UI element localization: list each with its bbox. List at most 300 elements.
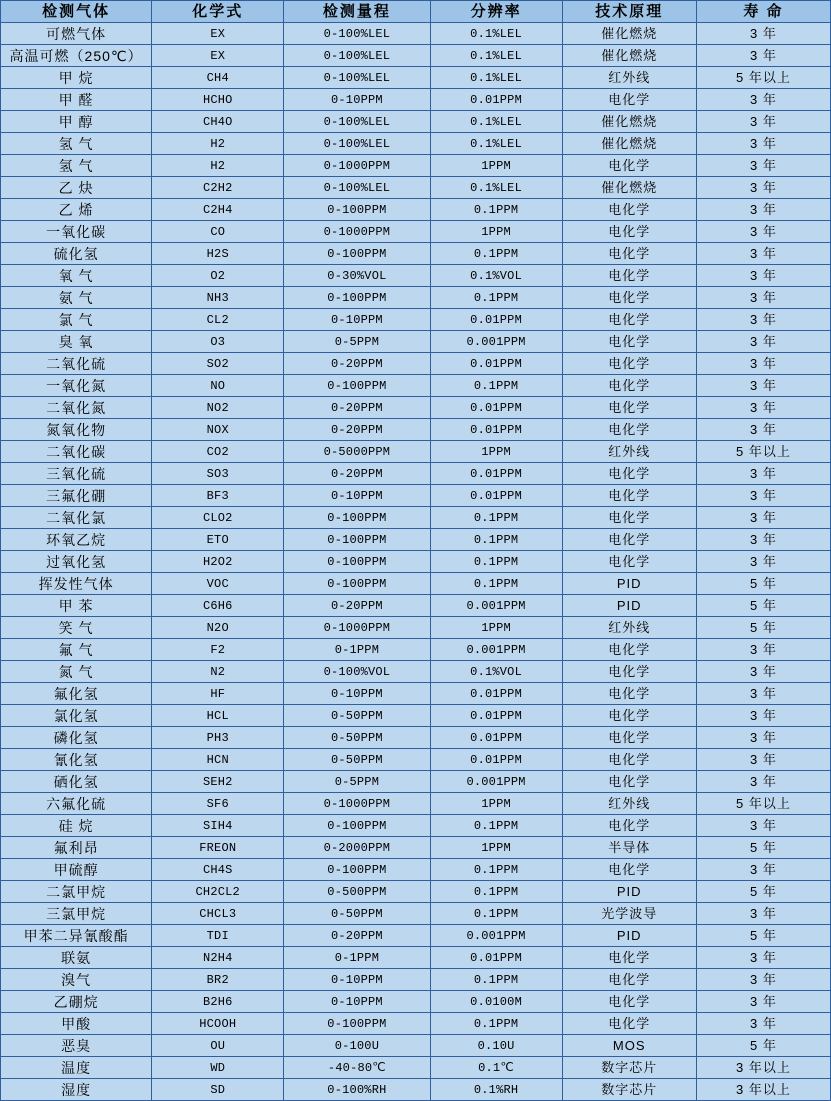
cell-detection-range: 0-1000PPM	[284, 221, 430, 243]
cell-resolution: 0.1PPM	[430, 529, 562, 551]
cell-detection-range: 0-50PPM	[284, 903, 430, 925]
cell-chemical-formula: O2	[152, 265, 284, 287]
cell-detection-range: 0-100PPM	[284, 815, 430, 837]
cell-technology: 催化燃烧	[562, 133, 696, 155]
table-row	[1, 353, 831, 375]
cell-resolution: 0.1PPM	[430, 243, 562, 265]
cell-chemical-formula: SEH2	[152, 771, 284, 793]
cell-lifetime: 3 年	[696, 309, 830, 331]
table-row	[1, 661, 831, 683]
cell-resolution: 1PPM	[430, 793, 562, 815]
cell-resolution: 0.1%LEL	[430, 111, 562, 133]
cell-gas-name: 湿度	[1, 1079, 152, 1101]
cell-detection-range: 0-100PPM	[284, 243, 430, 265]
cell-chemical-formula: BF3	[152, 485, 284, 507]
cell-resolution: 0.01PPM	[430, 727, 562, 749]
cell-detection-range: 0-2000PPM	[284, 837, 430, 859]
cell-resolution: 0.01PPM	[430, 353, 562, 375]
cell-chemical-formula: NO	[152, 375, 284, 397]
cell-resolution: 0.1PPM	[430, 551, 562, 573]
table-body	[1, 23, 831, 1101]
cell-chemical-formula: CH4S	[152, 859, 284, 881]
cell-lifetime: 3 年	[696, 661, 830, 683]
cell-resolution: 0.1℃	[430, 1057, 562, 1079]
cell-lifetime: 5 年	[696, 595, 830, 617]
cell-resolution: 0.1%LEL	[430, 23, 562, 45]
cell-detection-range: 0-5PPM	[284, 771, 430, 793]
table-row	[1, 969, 831, 991]
cell-resolution: 0.1PPM	[430, 507, 562, 529]
cell-detection-range: 0-100U	[284, 1035, 430, 1057]
cell-lifetime: 3 年	[696, 23, 830, 45]
cell-chemical-formula: EX	[152, 45, 284, 67]
cell-chemical-formula: CO	[152, 221, 284, 243]
cell-gas-name: 恶臭	[1, 1035, 152, 1057]
cell-chemical-formula: C2H2	[152, 177, 284, 199]
cell-resolution: 0.1%LEL	[430, 133, 562, 155]
cell-detection-range: 0-500PPM	[284, 881, 430, 903]
cell-detection-range: 0-20PPM	[284, 419, 430, 441]
cell-technology: 红外线	[562, 617, 696, 639]
cell-lifetime: 5 年以上	[696, 793, 830, 815]
cell-chemical-formula: BR2	[152, 969, 284, 991]
cell-chemical-formula: N2	[152, 661, 284, 683]
cell-detection-range: 0-20PPM	[284, 397, 430, 419]
cell-detection-range: 0-100PPM	[284, 859, 430, 881]
cell-resolution: 0.1%VOL	[430, 265, 562, 287]
table-row	[1, 331, 831, 353]
cell-technology: 电化学	[562, 89, 696, 111]
cell-resolution: 0.001PPM	[430, 595, 562, 617]
cell-technology: 电化学	[562, 507, 696, 529]
cell-detection-range: 0-100PPM	[284, 199, 430, 221]
column-header-detection-range: 检测量程	[284, 1, 430, 23]
cell-lifetime: 5 年以上	[696, 67, 830, 89]
cell-lifetime: 5 年	[696, 573, 830, 595]
cell-technology: 电化学	[562, 243, 696, 265]
cell-technology: 电化学	[562, 639, 696, 661]
cell-lifetime: 3 年	[696, 749, 830, 771]
cell-technology: 电化学	[562, 331, 696, 353]
table-row	[1, 309, 831, 331]
cell-chemical-formula: WD	[152, 1057, 284, 1079]
table-row	[1, 771, 831, 793]
cell-chemical-formula: HCN	[152, 749, 284, 771]
table-row	[1, 639, 831, 661]
cell-technology: 电化学	[562, 287, 696, 309]
cell-resolution: 0.01PPM	[430, 419, 562, 441]
cell-lifetime: 5 年	[696, 881, 830, 903]
cell-gas-name: 硒化氢	[1, 771, 152, 793]
table-row	[1, 199, 831, 221]
cell-lifetime: 3 年	[696, 485, 830, 507]
cell-technology: 红外线	[562, 441, 696, 463]
cell-gas-name: 臭 氧	[1, 331, 152, 353]
cell-resolution: 0.01PPM	[430, 749, 562, 771]
cell-resolution: 0.01PPM	[430, 309, 562, 331]
cell-gas-name: 过氧化氢	[1, 551, 152, 573]
cell-technology: 电化学	[562, 375, 696, 397]
table-row	[1, 837, 831, 859]
cell-gas-name: 氢 气	[1, 133, 152, 155]
cell-technology: 电化学	[562, 199, 696, 221]
cell-resolution: 1PPM	[430, 441, 562, 463]
table-row	[1, 111, 831, 133]
cell-detection-range: 0-1000PPM	[284, 617, 430, 639]
cell-lifetime: 3 年	[696, 397, 830, 419]
table-row	[1, 573, 831, 595]
cell-chemical-formula: CH4	[152, 67, 284, 89]
cell-chemical-formula: SO3	[152, 463, 284, 485]
cell-gas-name: 甲硫醇	[1, 859, 152, 881]
cell-resolution: 0.01PPM	[430, 683, 562, 705]
cell-gas-name: 磷化氢	[1, 727, 152, 749]
table-row	[1, 881, 831, 903]
column-header-chemical-formula: 化学式	[152, 1, 284, 23]
table-row	[1, 1057, 831, 1079]
cell-gas-name: 乙硼烷	[1, 991, 152, 1013]
cell-resolution: 0.1%LEL	[430, 67, 562, 89]
cell-detection-range: 0-1000PPM	[284, 155, 430, 177]
cell-gas-name: 甲苯二异氰酸酯	[1, 925, 152, 947]
table-row	[1, 551, 831, 573]
cell-chemical-formula: B2H6	[152, 991, 284, 1013]
cell-gas-name: 一氧化碳	[1, 221, 152, 243]
cell-lifetime: 3 年	[696, 419, 830, 441]
cell-resolution: 0.1PPM	[430, 287, 562, 309]
cell-gas-name: 二氧化硫	[1, 353, 152, 375]
cell-resolution: 1PPM	[430, 617, 562, 639]
cell-chemical-formula: CLO2	[152, 507, 284, 529]
cell-resolution: 0.1PPM	[430, 881, 562, 903]
cell-lifetime: 3 年	[696, 683, 830, 705]
cell-technology: 红外线	[562, 793, 696, 815]
cell-chemical-formula: ETO	[152, 529, 284, 551]
cell-detection-range: 0-100PPM	[284, 287, 430, 309]
cell-chemical-formula: SIH4	[152, 815, 284, 837]
cell-gas-name: 硅 烷	[1, 815, 152, 837]
cell-gas-name: 二氯甲烷	[1, 881, 152, 903]
cell-chemical-formula: CH4O	[152, 111, 284, 133]
cell-resolution: 0.1PPM	[430, 969, 562, 991]
cell-chemical-formula: FREON	[152, 837, 284, 859]
cell-chemical-formula: O3	[152, 331, 284, 353]
cell-resolution: 0.0100M	[430, 991, 562, 1013]
cell-lifetime: 5 年以上	[696, 441, 830, 463]
cell-lifetime: 3 年	[696, 375, 830, 397]
cell-gas-name: 乙 炔	[1, 177, 152, 199]
cell-lifetime: 3 年	[696, 771, 830, 793]
cell-resolution: 0.1%LEL	[430, 177, 562, 199]
cell-resolution: 0.1PPM	[430, 375, 562, 397]
cell-chemical-formula: VOC	[152, 573, 284, 595]
cell-detection-range: 0-10PPM	[284, 683, 430, 705]
cell-detection-range: -40-80℃	[284, 1057, 430, 1079]
cell-chemical-formula: H2O2	[152, 551, 284, 573]
cell-detection-range: 0-100%LEL	[284, 45, 430, 67]
cell-lifetime: 3 年	[696, 639, 830, 661]
cell-detection-range: 0-100%LEL	[284, 177, 430, 199]
cell-gas-name: 温度	[1, 1057, 152, 1079]
cell-detection-range: 0-100%LEL	[284, 67, 430, 89]
cell-resolution: 0.01PPM	[430, 397, 562, 419]
table-row	[1, 265, 831, 287]
cell-lifetime: 3 年	[696, 45, 830, 67]
table-row	[1, 859, 831, 881]
column-header-resolution: 分辨率	[430, 1, 562, 23]
cell-detection-range: 0-5000PPM	[284, 441, 430, 463]
table-row	[1, 375, 831, 397]
table-row	[1, 793, 831, 815]
cell-lifetime: 3 年以上	[696, 1079, 830, 1101]
cell-technology: 电化学	[562, 309, 696, 331]
cell-lifetime: 3 年	[696, 815, 830, 837]
cell-gas-name: 氰化氢	[1, 749, 152, 771]
cell-detection-range: 0-1PPM	[284, 947, 430, 969]
cell-lifetime: 3 年	[696, 903, 830, 925]
cell-gas-name: 三氧化硫	[1, 463, 152, 485]
cell-detection-range: 0-10PPM	[284, 89, 430, 111]
cell-lifetime: 3 年	[696, 463, 830, 485]
cell-detection-range: 0-100PPM	[284, 573, 430, 595]
cell-gas-name: 氟利昂	[1, 837, 152, 859]
cell-lifetime: 3 年以上	[696, 1057, 830, 1079]
cell-lifetime: 3 年	[696, 705, 830, 727]
table-row	[1, 991, 831, 1013]
cell-detection-range: 0-100PPM	[284, 1013, 430, 1035]
cell-detection-range: 0-10PPM	[284, 969, 430, 991]
table-row	[1, 45, 831, 67]
cell-gas-name: 氧 气	[1, 265, 152, 287]
cell-detection-range: 0-50PPM	[284, 705, 430, 727]
cell-gas-name: 硫化氢	[1, 243, 152, 265]
cell-technology: 数字芯片	[562, 1057, 696, 1079]
table-row	[1, 463, 831, 485]
cell-technology: 电化学	[562, 705, 696, 727]
table-row	[1, 133, 831, 155]
cell-gas-name: 溴气	[1, 969, 152, 991]
cell-detection-range: 0-5PPM	[284, 331, 430, 353]
table-row	[1, 243, 831, 265]
cell-chemical-formula: HCHO	[152, 89, 284, 111]
cell-resolution: 0.001PPM	[430, 771, 562, 793]
cell-technology: 电化学	[562, 551, 696, 573]
table-row	[1, 507, 831, 529]
cell-lifetime: 3 年	[696, 353, 830, 375]
cell-technology: 电化学	[562, 859, 696, 881]
cell-detection-range: 0-20PPM	[284, 463, 430, 485]
cell-resolution: 1PPM	[430, 837, 562, 859]
cell-resolution: 0.01PPM	[430, 705, 562, 727]
column-header-technology: 技术原理	[562, 1, 696, 23]
table-header-row	[1, 1, 831, 23]
cell-gas-name: 三氯甲烷	[1, 903, 152, 925]
cell-technology: 半导体	[562, 837, 696, 859]
cell-lifetime: 3 年	[696, 155, 830, 177]
cell-chemical-formula: NOX	[152, 419, 284, 441]
cell-technology: 电化学	[562, 463, 696, 485]
cell-technology: PID	[562, 595, 696, 617]
cell-technology: PID	[562, 573, 696, 595]
table-row	[1, 683, 831, 705]
cell-lifetime: 3 年	[696, 331, 830, 353]
cell-gas-name: 挥发性气体	[1, 573, 152, 595]
cell-chemical-formula: N2O	[152, 617, 284, 639]
cell-technology: 催化燃烧	[562, 45, 696, 67]
cell-detection-range: 0-100%VOL	[284, 661, 430, 683]
cell-lifetime: 3 年	[696, 111, 830, 133]
cell-chemical-formula: F2	[152, 639, 284, 661]
column-header-lifetime: 寿 命	[696, 1, 830, 23]
table-row	[1, 947, 831, 969]
cell-technology: 电化学	[562, 221, 696, 243]
cell-technology: 催化燃烧	[562, 177, 696, 199]
cell-technology: 电化学	[562, 683, 696, 705]
cell-lifetime: 3 年	[696, 133, 830, 155]
cell-detection-range: 0-1PPM	[284, 639, 430, 661]
cell-technology: 电化学	[562, 397, 696, 419]
cell-chemical-formula: CH2CL2	[152, 881, 284, 903]
cell-gas-name: 氯化氢	[1, 705, 152, 727]
table-row	[1, 67, 831, 89]
cell-gas-name: 氮氧化物	[1, 419, 152, 441]
table-row	[1, 155, 831, 177]
cell-detection-range: 0-100PPM	[284, 529, 430, 551]
cell-lifetime: 3 年	[696, 727, 830, 749]
cell-detection-range: 0-20PPM	[284, 595, 430, 617]
cell-detection-range: 0-20PPM	[284, 353, 430, 375]
cell-resolution: 0.001PPM	[430, 639, 562, 661]
table-row	[1, 221, 831, 243]
cell-detection-range: 0-10PPM	[284, 991, 430, 1013]
cell-lifetime: 3 年	[696, 991, 830, 1013]
table-row	[1, 529, 831, 551]
cell-technology: 电化学	[562, 815, 696, 837]
cell-gas-name: 联氨	[1, 947, 152, 969]
cell-lifetime: 3 年	[696, 859, 830, 881]
cell-lifetime: 3 年	[696, 947, 830, 969]
cell-resolution: 1PPM	[430, 155, 562, 177]
cell-lifetime: 3 年	[696, 551, 830, 573]
table-row	[1, 815, 831, 837]
cell-chemical-formula: C6H6	[152, 595, 284, 617]
cell-chemical-formula: H2	[152, 133, 284, 155]
cell-gas-name: 六氟化硫	[1, 793, 152, 815]
cell-gas-name: 二氧化氮	[1, 397, 152, 419]
cell-gas-name: 一氧化氮	[1, 375, 152, 397]
cell-detection-range: 0-100PPM	[284, 507, 430, 529]
table-row	[1, 705, 831, 727]
column-header-gas-name: 检测气体	[1, 1, 152, 23]
table-row	[1, 749, 831, 771]
table-row	[1, 419, 831, 441]
cell-technology: 电化学	[562, 1013, 696, 1035]
cell-gas-name: 二氧化氯	[1, 507, 152, 529]
cell-chemical-formula: CL2	[152, 309, 284, 331]
cell-gas-name: 氢 气	[1, 155, 152, 177]
cell-resolution: 0.001PPM	[430, 925, 562, 947]
table-row	[1, 89, 831, 111]
cell-technology: 电化学	[562, 529, 696, 551]
cell-technology: MOS	[562, 1035, 696, 1057]
cell-lifetime: 5 年	[696, 837, 830, 859]
cell-detection-range: 0-100%LEL	[284, 111, 430, 133]
cell-lifetime: 5 年	[696, 617, 830, 639]
cell-resolution: 0.1PPM	[430, 903, 562, 925]
cell-gas-name: 高温可燃（250℃）	[1, 45, 152, 67]
cell-chemical-formula: OU	[152, 1035, 284, 1057]
cell-resolution: 0.1%LEL	[430, 45, 562, 67]
cell-technology: PID	[562, 881, 696, 903]
cell-gas-name: 甲酸	[1, 1013, 152, 1035]
cell-technology: 电化学	[562, 727, 696, 749]
cell-technology: 电化学	[562, 155, 696, 177]
cell-gas-name: 乙 烯	[1, 199, 152, 221]
cell-lifetime: 5 年	[696, 1035, 830, 1057]
cell-gas-name: 氮 气	[1, 661, 152, 683]
cell-technology: 电化学	[562, 485, 696, 507]
table-row	[1, 397, 831, 419]
cell-resolution: 0.1PPM	[430, 1013, 562, 1035]
table-row	[1, 903, 831, 925]
cell-chemical-formula: SF6	[152, 793, 284, 815]
cell-chemical-formula: PH3	[152, 727, 284, 749]
cell-gas-name: 氯 气	[1, 309, 152, 331]
cell-chemical-formula: SO2	[152, 353, 284, 375]
cell-detection-range: 0-100%RH	[284, 1079, 430, 1101]
cell-gas-name: 甲 烷	[1, 67, 152, 89]
table-header	[1, 1, 831, 23]
cell-gas-name: 甲 苯	[1, 595, 152, 617]
cell-chemical-formula: SD	[152, 1079, 284, 1101]
table-row	[1, 925, 831, 947]
cell-technology: 电化学	[562, 991, 696, 1013]
cell-technology: PID	[562, 925, 696, 947]
cell-lifetime: 3 年	[696, 243, 830, 265]
cell-gas-name: 二氧化碳	[1, 441, 152, 463]
cell-technology: 电化学	[562, 353, 696, 375]
cell-lifetime: 3 年	[696, 507, 830, 529]
table-row	[1, 1035, 831, 1057]
table-row	[1, 1079, 831, 1101]
cell-resolution: 0.001PPM	[430, 331, 562, 353]
cell-chemical-formula: CO2	[152, 441, 284, 463]
cell-technology: 电化学	[562, 265, 696, 287]
cell-resolution: 0.1PPM	[430, 815, 562, 837]
table-row	[1, 441, 831, 463]
cell-gas-name: 甲 醇	[1, 111, 152, 133]
cell-resolution: 1PPM	[430, 221, 562, 243]
cell-resolution: 0.1PPM	[430, 199, 562, 221]
cell-technology: 数字芯片	[562, 1079, 696, 1101]
cell-chemical-formula: H2S	[152, 243, 284, 265]
cell-chemical-formula: N2H4	[152, 947, 284, 969]
table-row	[1, 617, 831, 639]
cell-chemical-formula: HCL	[152, 705, 284, 727]
cell-technology: 光学波导	[562, 903, 696, 925]
table-row	[1, 485, 831, 507]
cell-resolution: 0.1PPM	[430, 573, 562, 595]
cell-chemical-formula: HCOOH	[152, 1013, 284, 1035]
cell-gas-name: 可燃气体	[1, 23, 152, 45]
cell-detection-range: 0-10PPM	[284, 309, 430, 331]
cell-technology: 催化燃烧	[562, 23, 696, 45]
cell-lifetime: 5 年	[696, 925, 830, 947]
table-row	[1, 23, 831, 45]
cell-resolution: 0.1%RH	[430, 1079, 562, 1101]
cell-gas-name: 环氧乙烷	[1, 529, 152, 551]
table-row	[1, 1013, 831, 1035]
